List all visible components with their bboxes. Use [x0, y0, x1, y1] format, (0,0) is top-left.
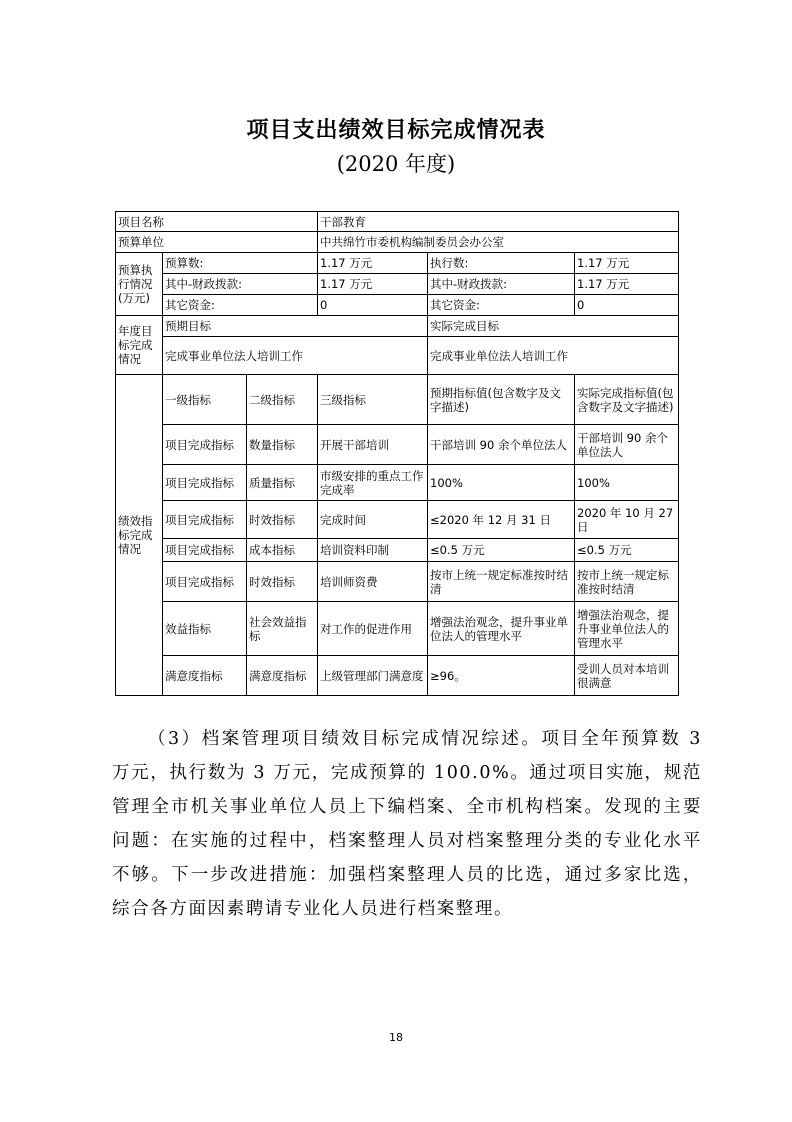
row-expected: ≥96。 — [428, 656, 575, 696]
row-level3: 培训师资费 — [318, 562, 428, 602]
expected-goal-value: 完成事业单位法人培训工作 — [163, 337, 428, 375]
header-level3: 三级指标 — [318, 375, 428, 425]
row-level1: 满意度指标 — [163, 656, 247, 696]
row-level1: 项目完成指标 — [163, 425, 247, 465]
row-level3: 培训资料印制 — [318, 539, 428, 562]
row-level1: 项目完成指标 — [163, 465, 247, 501]
row-level2: 社会效益指标 — [247, 602, 318, 656]
row-actual: 增强法治观念，提升事业单位法人的管理水平 — [575, 602, 679, 656]
row-level3: 市级安排的重点工作完成率 — [318, 465, 428, 501]
row-actual: 受训人员对本培训很满意 — [575, 656, 679, 696]
table-row — [116, 539, 679, 562]
row-expected: ≤0.5 万元 — [428, 539, 575, 562]
row-level3: 对工作的促进作用 — [318, 602, 428, 656]
row-actual: 按市上统一规定标准按时结清 — [575, 562, 679, 602]
row-level2: 时效指标 — [247, 501, 318, 539]
budget-value: 1.17 万元 — [318, 253, 428, 274]
expected-goal-label: 预期目标 — [163, 316, 428, 337]
performance-table — [115, 211, 679, 696]
row-level2: 成本指标 — [247, 539, 318, 562]
table-row — [116, 465, 679, 501]
row-level1: 项目完成指标 — [163, 562, 247, 602]
page-subtitle: (2020 年度) — [336, 152, 456, 176]
row-level1: 项目完成指标 — [163, 501, 247, 539]
other-budget-value: 0 — [318, 295, 428, 316]
header-expected: 预期指标值(包含数字及文字描述) — [428, 375, 575, 425]
header-level1: 一级指标 — [163, 375, 247, 425]
budget-label: 预算数: — [163, 253, 318, 274]
row-expected: 增强法治观念，提升事业单位法人的管理水平 — [428, 602, 575, 656]
row-level1: 项目完成指标 — [163, 539, 247, 562]
row-actual: 干部培训 90 余个单位法人 — [575, 425, 679, 465]
header-level2: 二级指标 — [247, 375, 318, 425]
budget-exec-label: 预算执行情况(万元) — [116, 253, 163, 316]
row-level1: 效益指标 — [163, 602, 247, 656]
table-row — [116, 602, 679, 656]
exec-label: 执行数: — [428, 253, 575, 274]
exec-value: 1.17 万元 — [575, 253, 679, 274]
other-label: 其它资金: — [163, 295, 318, 316]
table-row — [116, 501, 679, 539]
table-row — [116, 656, 679, 696]
row-actual: ≤0.5 万元 — [575, 539, 679, 562]
row-level2: 满意度指标 — [247, 656, 318, 696]
fiscal-budget-value: 1.17 万元 — [318, 274, 428, 295]
actual-goal-value: 完成事业单位法人培训工作 — [428, 337, 679, 375]
row-level3: 完成时间 — [318, 501, 428, 539]
budget-unit-value: 中共绵竹市委机构编制委员会办公室 — [318, 232, 679, 253]
project-name-value: 干部教育 — [318, 212, 679, 232]
project-name-label: 项目名称 — [116, 212, 318, 232]
row-actual: 100% — [575, 465, 679, 501]
row-level3: 开展干部培训 — [318, 425, 428, 465]
row-expected: ≤2020 年 12 月 31 日 — [428, 501, 575, 539]
actual-goal-label: 实际完成目标 — [428, 316, 679, 337]
fiscal-label-exec: 其中-财政拨款: — [428, 274, 575, 295]
row-level2: 时效指标 — [247, 562, 318, 602]
other-label-exec: 其它资金: — [428, 295, 575, 316]
page-title: 项目支出绩效目标完成情况表 — [246, 118, 546, 143]
body-paragraph: （3）档案管理项目绩效目标完成情况综述。项目全年预算数 3 万元，执行数为 3 万元，完成预算的 100.0%。通过项目实施，规范管理全市机关事业单位人员上下编档案、全市机构档案。发现的主要问题：在实施的过程中，档案整理人员对档案整理分类的专业化水平不够。下一步改进措施：加强档案整理人员的比选，通过多家比选，综合各方面因素聘请专业化人员进行档案整理。 — [112, 729, 702, 919]
other-exec-value: 0 — [575, 295, 679, 316]
row-level2: 质量指标 — [247, 465, 318, 501]
header-actual: 实际完成指标值(包含数字及文字描述) — [575, 375, 679, 425]
row-actual: 2020 年 10 月 27 日 — [575, 501, 679, 539]
row-expected: 按市上统一规定标准按时结清 — [428, 562, 575, 602]
fiscal-label: 其中-财政拨款: — [163, 274, 318, 295]
perf-indicators-label: 绩效指标完成情况 — [116, 375, 163, 696]
fiscal-exec-value: 1.17 万元 — [575, 274, 679, 295]
row-expected: 干部培训 90 余个单位法人 — [428, 425, 575, 465]
row-expected: 100% — [428, 465, 575, 501]
budget-unit-label: 预算单位 — [116, 232, 318, 253]
annual-goal-label: 年度目标完成情况 — [116, 316, 163, 375]
table-row — [116, 562, 679, 602]
table-row — [116, 425, 679, 465]
row-level3: 上级管理部门满意度 — [318, 656, 428, 696]
page-number: 18 — [389, 1031, 403, 1044]
row-level2: 数量指标 — [247, 425, 318, 465]
